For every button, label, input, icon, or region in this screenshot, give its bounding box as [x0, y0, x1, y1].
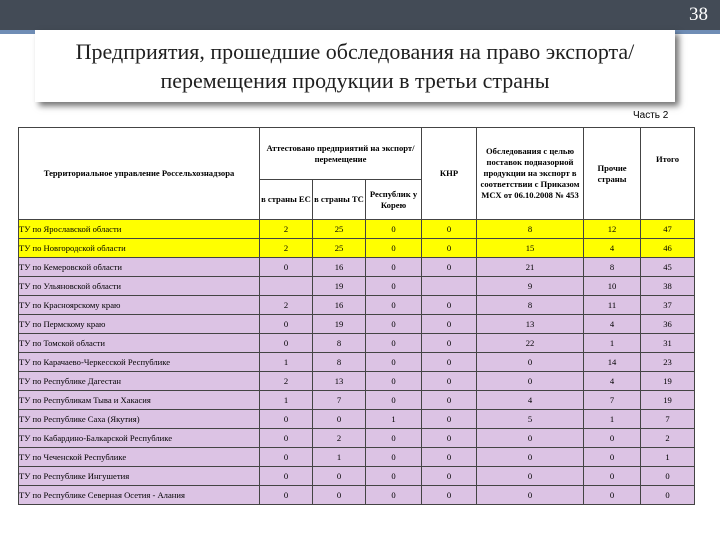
korea-count: 1: [366, 410, 422, 429]
other-count: 0: [584, 467, 641, 486]
header-attested-group: Аттестовано предприятий на экспорт/перемещение: [260, 128, 422, 180]
total-count: 37: [641, 296, 695, 315]
other-count: 7: [584, 391, 641, 410]
header-total: Итого: [641, 128, 695, 220]
total-count: 19: [641, 391, 695, 410]
top-bar: [0, 0, 720, 30]
inspected-count: 9: [477, 277, 584, 296]
region-name: ТУ по Республике Ингушетия: [19, 467, 260, 486]
china-count: 0: [422, 334, 477, 353]
total-count: 36: [641, 315, 695, 334]
total-count: 47: [641, 220, 695, 239]
table-row: [19, 429, 695, 448]
total-count: 23: [641, 353, 695, 372]
ts-count: 7: [313, 391, 366, 410]
data-table: [18, 127, 695, 505]
table-row: [19, 334, 695, 353]
table-row: [19, 372, 695, 391]
region-name: ТУ по Республикам Тыва и Хакасия: [19, 391, 260, 410]
total-count: 38: [641, 277, 695, 296]
other-count: 11: [584, 296, 641, 315]
region-name: ТУ по Карачаево-Черкесской Республике: [19, 353, 260, 372]
total-count: 2: [641, 429, 695, 448]
region-name: ТУ по Ульяновской области: [19, 277, 260, 296]
ts-count: 16: [313, 296, 366, 315]
korea-count: 0: [366, 258, 422, 277]
korea-count: 0: [366, 391, 422, 410]
other-count: 14: [584, 353, 641, 372]
korea-count: 0: [366, 315, 422, 334]
region-name: ТУ по Пермскому краю: [19, 315, 260, 334]
eu-count: 0: [260, 429, 313, 448]
region-name: ТУ по Новгородской области: [19, 239, 260, 258]
other-count: 1: [584, 334, 641, 353]
china-count: 0: [422, 239, 477, 258]
eu-count: [260, 277, 313, 296]
header-korea: Республик у Корею: [366, 180, 422, 220]
korea-count: 0: [366, 448, 422, 467]
korea-count: 0: [366, 296, 422, 315]
inspected-count: 4: [477, 391, 584, 410]
header-inspected-group: Обследования с целью поставок подназорной продукции на экспорт в соответствии с Приказом МСХ от 06.10.2008 № 453: [477, 128, 584, 220]
other-count: 0: [584, 448, 641, 467]
table-row: [19, 391, 695, 410]
ts-count: 8: [313, 353, 366, 372]
total-count: 0: [641, 467, 695, 486]
header-eu: в страны ЕС: [260, 180, 313, 220]
total-count: 1: [641, 448, 695, 467]
ts-count: 1: [313, 448, 366, 467]
eu-count: 0: [260, 448, 313, 467]
table-row: [19, 467, 695, 486]
ts-count: 0: [313, 410, 366, 429]
china-count: 0: [422, 391, 477, 410]
china-count: 0: [422, 448, 477, 467]
total-count: 31: [641, 334, 695, 353]
region-name: ТУ по Красноярскому краю: [19, 296, 260, 315]
china-count: 0: [422, 410, 477, 429]
table-row: [19, 239, 695, 258]
total-count: 7: [641, 410, 695, 429]
part-label: Часть 2: [633, 110, 669, 121]
total-count: 46: [641, 239, 695, 258]
total-count: 0: [641, 486, 695, 505]
region-name: ТУ по Ярославской области: [19, 220, 260, 239]
table-body: [19, 220, 695, 505]
other-count: 4: [584, 372, 641, 391]
china-count: 0: [422, 372, 477, 391]
table-row: [19, 315, 695, 334]
ts-count: 25: [313, 220, 366, 239]
other-count: 0: [584, 429, 641, 448]
other-count: 12: [584, 220, 641, 239]
ts-count: 19: [313, 277, 366, 296]
china-count: 0: [422, 296, 477, 315]
inspected-count: 5: [477, 410, 584, 429]
korea-count: 0: [366, 429, 422, 448]
table-row: [19, 296, 695, 315]
other-count: 4: [584, 315, 641, 334]
inspected-count: 0: [477, 353, 584, 372]
table-row: [19, 220, 695, 239]
region-name: ТУ по Республике Северная Осетия - Алания: [19, 486, 260, 505]
eu-count: 1: [260, 391, 313, 410]
table-row: [19, 410, 695, 429]
region-name: ТУ по Республике Дагестан: [19, 372, 260, 391]
china-count: 0: [422, 258, 477, 277]
eu-count: 2: [260, 296, 313, 315]
korea-count: 0: [366, 334, 422, 353]
page-number: 38: [689, 4, 708, 25]
eu-count: 0: [260, 258, 313, 277]
table-row: [19, 486, 695, 505]
china-count: 0: [422, 315, 477, 334]
ts-count: 0: [313, 467, 366, 486]
total-count: 19: [641, 372, 695, 391]
eu-count: 2: [260, 239, 313, 258]
eu-count: 0: [260, 315, 313, 334]
china-count: 0: [422, 486, 477, 505]
china-count: [422, 277, 477, 296]
eu-count: 0: [260, 467, 313, 486]
other-count: 0: [584, 486, 641, 505]
inspected-count: 8: [477, 220, 584, 239]
china-count: 0: [422, 220, 477, 239]
china-count: 0: [422, 353, 477, 372]
header-other-countries: Прочие страны: [584, 128, 641, 220]
ts-count: 16: [313, 258, 366, 277]
korea-count: 0: [366, 353, 422, 372]
china-count: 0: [422, 467, 477, 486]
eu-count: 0: [260, 486, 313, 505]
eu-count: 2: [260, 220, 313, 239]
ts-count: 8: [313, 334, 366, 353]
table-row: [19, 353, 695, 372]
region-name: ТУ по Чеченской Республике: [19, 448, 260, 467]
other-count: 8: [584, 258, 641, 277]
table-row: [19, 448, 695, 467]
region-name: ТУ по Кемеровской области: [19, 258, 260, 277]
inspected-count: 0: [477, 429, 584, 448]
korea-count: 0: [366, 239, 422, 258]
eu-count: 2: [260, 372, 313, 391]
inspected-count: 0: [477, 467, 584, 486]
korea-count: 0: [366, 372, 422, 391]
inspected-count: 22: [477, 334, 584, 353]
inspected-count: 21: [477, 258, 584, 277]
header-china: КНР: [422, 128, 477, 220]
ts-count: 13: [313, 372, 366, 391]
korea-count: 0: [366, 486, 422, 505]
korea-count: 0: [366, 220, 422, 239]
inspected-count: 15: [477, 239, 584, 258]
table-row: [19, 277, 695, 296]
ts-count: 2: [313, 429, 366, 448]
slide-title: Предприятия, прошедшие обследования на право экспорта/перемещения продукции в третьи страны: [35, 30, 675, 102]
china-count: 0: [422, 429, 477, 448]
inspected-count: 8: [477, 296, 584, 315]
ts-count: 19: [313, 315, 366, 334]
other-count: 1: [584, 410, 641, 429]
region-name: ТУ по Республике Саха (Якутия): [19, 410, 260, 429]
region-name: ТУ по Томской области: [19, 334, 260, 353]
inspected-count: 0: [477, 448, 584, 467]
inspected-count: 0: [477, 486, 584, 505]
total-count: 45: [641, 258, 695, 277]
region-name: ТУ по Кабардино-Балкарской Республике: [19, 429, 260, 448]
header-region: Территориальное управление Россельхознадзора: [19, 128, 260, 220]
ts-count: 0: [313, 486, 366, 505]
ts-count: 25: [313, 239, 366, 258]
other-count: 4: [584, 239, 641, 258]
korea-count: 0: [366, 277, 422, 296]
eu-count: 0: [260, 334, 313, 353]
header-ts: в страны ТС: [313, 180, 366, 220]
table-row: [19, 258, 695, 277]
eu-count: 0: [260, 410, 313, 429]
eu-count: 1: [260, 353, 313, 372]
korea-count: 0: [366, 467, 422, 486]
other-count: 10: [584, 277, 641, 296]
inspected-count: 0: [477, 372, 584, 391]
inspected-count: 13: [477, 315, 584, 334]
